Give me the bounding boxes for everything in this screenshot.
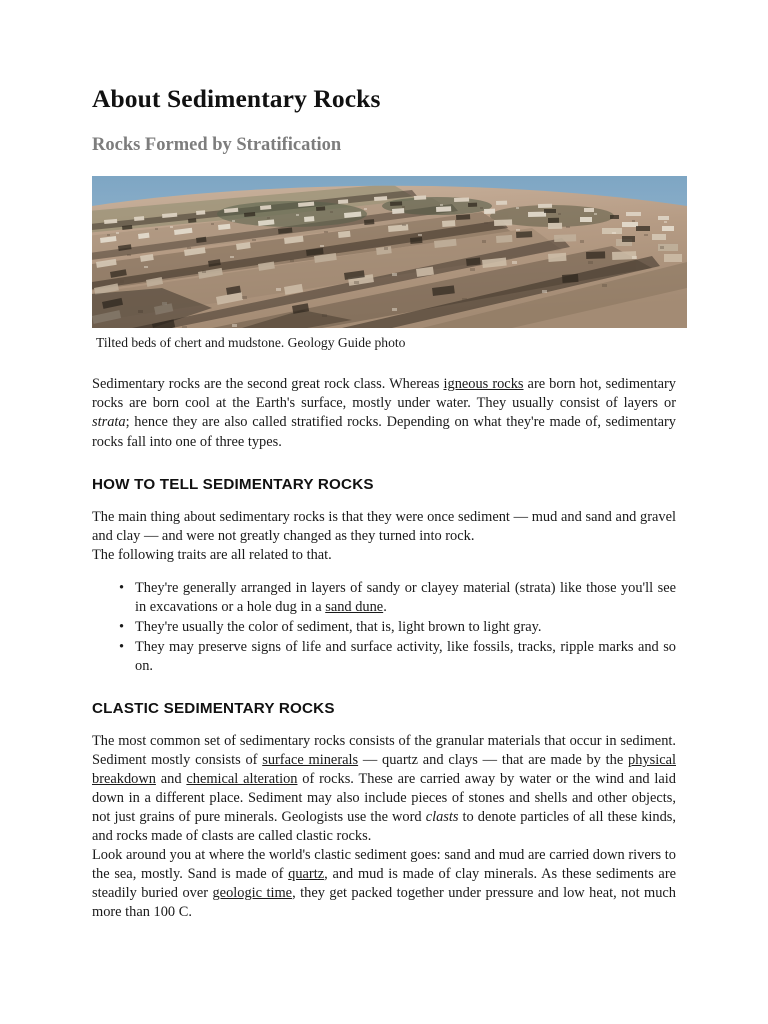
clastic-p1-part2: — quartz and clays — that are made by the <box>358 752 629 769</box>
clastic-p2-part3: , they get packed together under pressure and low heat, not much more than 100 C. <box>92 885 676 921</box>
bullet-icon: • <box>119 638 125 655</box>
intro-text-part2: are born hot, sedimentary rocks are born cool at the Earth's surface, mostly under water. They usually consist of layers or <box>92 376 676 412</box>
sedimentary-rock-photo <box>92 176 687 328</box>
link-chemical-alteration[interactable]: chemical alteration <box>186 771 298 788</box>
traits-list <box>92 579 676 676</box>
bullet-text-part1: They may preserve signs of life and surface activity, like fossils, tracks, ripple marks and so on. <box>135 638 676 674</box>
document-content <box>92 84 676 922</box>
term-clasts: clasts <box>425 809 459 826</box>
bullet-text-part1: They're generally arranged in layers of sandy or clayey material (strata) like those you'll see in excavations or a hole dug in a <box>135 579 676 615</box>
clastic-p2-part2: , and mud is made of clay minerals. As these sediments are steadily buried over <box>92 866 676 902</box>
list-item <box>92 638 676 676</box>
bullet-text-part2: . <box>383 598 387 615</box>
clastic-p1-part3: and <box>155 771 187 788</box>
how-to-tell-paragraph-1: The main thing about sedimentary rocks is that they were once sediment — mud and sand and gravel and clay — and were not greatly changed as they turned into rock. <box>92 508 676 544</box>
clastic-p1-part1: The most common set of sedimentary rocks consists of the granular materials that occur in sediment. Sediment mostly consists of <box>92 733 676 769</box>
link-igneous-rocks[interactable]: igneous rocks <box>443 376 524 393</box>
link-sand-dune[interactable]: sand dune <box>325 598 384 615</box>
bullet-icon: • <box>119 618 125 635</box>
term-strata: strata <box>92 414 126 431</box>
page-title: About Sedimentary Rocks <box>92 84 381 113</box>
intro-text-part1: Sedimentary rocks are the second great rock class. Whereas <box>92 376 444 393</box>
intro-text-part3: ; hence they are also called stratified rocks. Depending on what they're made of, sedimentary rocks fall into one of three types. <box>92 414 676 450</box>
list-item <box>92 618 676 637</box>
figure-block <box>92 176 687 352</box>
section-heading-how-to-tell: HOW TO TELL SEDIMENTARY ROCKS <box>92 475 374 493</box>
bullet-icon: • <box>119 579 125 596</box>
clastic-p1-part5: to denote particles of all these kinds, and rocks made of clasts are called clastic rocks. <box>92 809 676 845</box>
clastic-p2-part1: Look around you at where the world's clastic sediment goes: sand and mud are carried down rivers to the sea, mostly. Sand is made of <box>92 847 676 883</box>
page-subtitle: Rocks Formed by Stratification <box>92 134 342 155</box>
clastic-p1-part4: of rocks. These are carried away by water or the wind and laid down in a different place. Sediment may also include pieces of stones and shells and other objects, not just grains of pure minerals. Geologists use the word <box>92 771 676 826</box>
clastic-paragraph-2 <box>92 846 676 922</box>
how-to-tell-paragraph-2: The following traits are all related to that. <box>92 546 332 563</box>
figure-caption: Tilted beds of chert and mudstone. Geology Guide photo <box>96 334 406 350</box>
clastic-paragraph-1 <box>92 732 676 846</box>
link-geologic-time[interactable]: geologic time <box>212 885 293 902</box>
list-item <box>92 579 676 617</box>
link-physical-breakdown[interactable]: physical breakdown <box>92 752 676 788</box>
intro-paragraph <box>92 375 676 451</box>
link-quartz[interactable]: quartz <box>288 866 325 883</box>
section-heading-clastic: CLASTIC SEDIMENTARY ROCKS <box>92 699 335 717</box>
bullet-text-part1: They're usually the color of sediment, that is, light brown to light gray. <box>135 618 542 635</box>
link-surface-minerals[interactable]: surface minerals <box>262 752 359 769</box>
